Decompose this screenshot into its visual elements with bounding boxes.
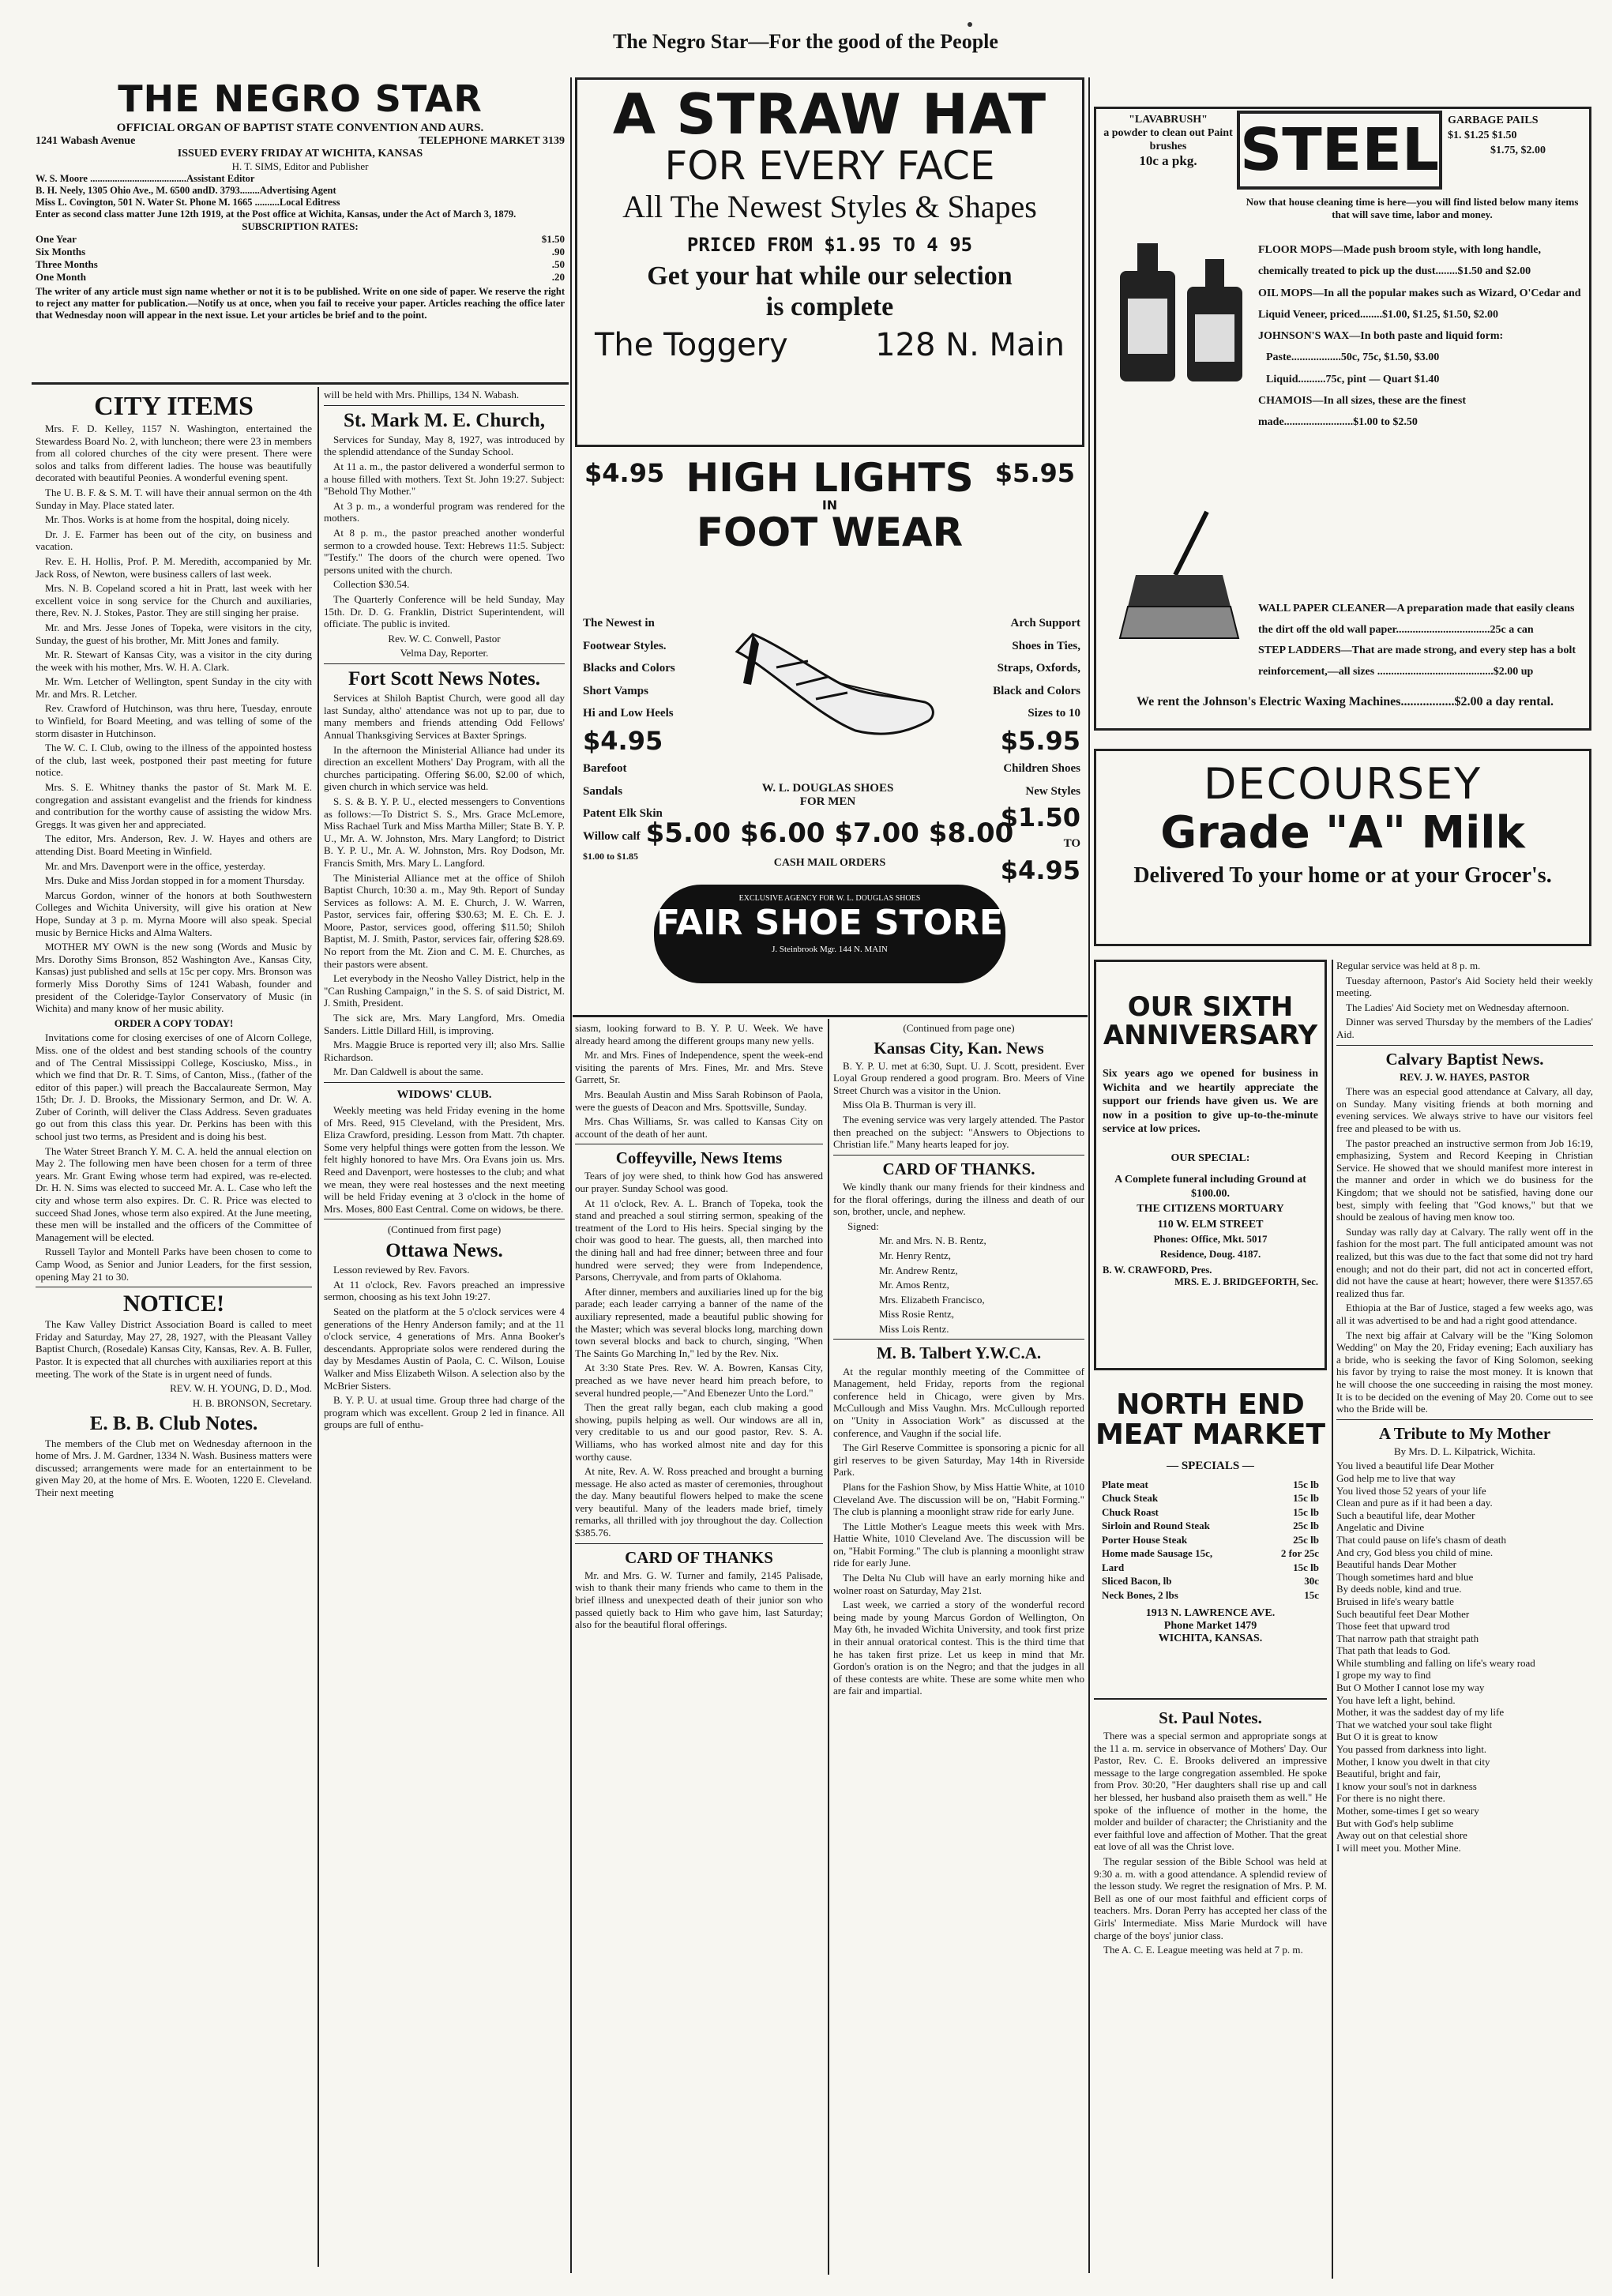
steel-rent: We rent the Johnson's Electric Waxing Machines.................$2.00 a day rental.	[1136, 695, 1554, 708]
rate-row: Three Months .50	[36, 258, 565, 270]
price-tag: $5.95	[1000, 725, 1080, 756]
price-tag: $4.95	[1000, 855, 1080, 885]
poem-line: Mother, some-times I get so weary	[1336, 1805, 1479, 1817]
milk-delivery: Delivered To your home or at your Grocer's.	[1133, 862, 1552, 888]
calvary-heading: Calvary Baptist News.	[1385, 1049, 1544, 1069]
poem-line: Though sometimes hard and blue	[1336, 1570, 1474, 1583]
price-tag: $4.95	[583, 725, 663, 756]
tribute-heading: A Tribute to My Mother	[1378, 1423, 1551, 1443]
news-paragraph: Mr. and Mrs. Davenport were in the office, yesterday.	[45, 859, 266, 872]
signer: Mrs. Elizabeth Francisco,	[879, 1293, 985, 1306]
news-paragraph: Let everybody in the Neosho Valley District, help in the "Can Rushing Campaign," in the S. S. of said District, M. J. Smith, President.	[324, 972, 565, 1009]
meat-market-ad	[1094, 1382, 1327, 1694]
news-paragraph: Dr. J. E. Farmer has been out of the city, on business and vacation.	[36, 528, 312, 553]
meat-item: Sirloin and Round Steak 25c lb	[1102, 1520, 1319, 1532]
meat-item: Porter House Steak 25c lb	[1102, 1533, 1319, 1546]
news-paragraph: At nite, Rev. A. W. Ross preached and brought a burning message. He also acted as master of ceremonies, throughout the day. Many beautiful flowers helped to make the scene very beautiful. Many of the leaders made brief, timely remarks, all thrilled with joy throughout the day. Collection $385.76.	[575, 1465, 823, 1539]
poem-line: That could pause on life's chasm of death	[1336, 1533, 1506, 1546]
running-head: The Negro Star—For the good of the People	[613, 30, 998, 53]
news-paragraph: There was an especial good attendance at Calvary, all day, on Sunday. Many visiting friends at both morning and evening services. We always strive to have our visitors feel free and pleased to be with us.	[1336, 1085, 1593, 1135]
news-paragraph: Mrs. Duke and Miss Jordan stopped in for a moment Thursday.	[45, 874, 305, 887]
news-paragraph: The evening service was very largely attended. The Pastor then preached on the subject: "Answers to Objections to Christian life." Many hearts leaped for joy.	[833, 1114, 1084, 1151]
entered-notice: Enter as second class matter June 12th 1919, at the Post office at Wichita, Kansas, under the Act of March 3, 1879.	[36, 209, 517, 220]
ad-line: Shoes in Ties,	[1012, 639, 1080, 652]
news-paragraph: Mr. and Mrs. G. W. Turner and family, 2145 Palisade, wish to thank their many friends who came to them in the brief illness and unexpected death of their junior son who passed quietly back to Him who gave him, last Saturday; also for the beautiful floral offerings.	[575, 1569, 823, 1631]
news-paragraph: The Little Mother's League meets this week with Mrs. Hattie White, 1010 Cleveland Ave. The discussion will be on, "Habit Forming." The club is planning a moonlight straw ride for early June.	[833, 1520, 1084, 1569]
news-paragraph: At 3 p. m., a wonderful program was rendered for the mothers.	[324, 499, 565, 524]
mortuary-address: 110 W. ELM STREET	[1157, 1218, 1264, 1231]
news-paragraph: Mr. and Mrs. Jesse Jones of Topeka, were visitors in the city, Sunday, the guest of his brother, Mr. Mitt Jones and family.	[36, 621, 312, 646]
price-tag: $5.95	[994, 458, 1075, 488]
store-address: 128 N. Main	[875, 326, 1065, 363]
rate-row: Six Months .90	[36, 246, 565, 257]
news-paragraph: Seated on the platform at the 5 o'clock services were 4 generations of the Henry Anderson family; and at the 11 o'clock service, 4 generations of Mrs. Anna Booker's descendants. Appropriate solos were rendered during the day by Mesdames Austin of Paola, C. C. Wilson, Louise Walker and Miss Elizabeth Wilson. A selection also by the McBrier Sisters.	[324, 1305, 565, 1392]
ad-line: The Newest in	[583, 617, 655, 629]
news-paragraph: At 11 a. m., the pastor delivered a wonderful sermon to a house filled with mothers. Text St. John 19:27. Subject: "Behold Thy Mother."	[324, 460, 565, 498]
news-paragraph: Tuesday afternoon, Pastor's Aid Society held their weekly meeting.	[1336, 974, 1593, 999]
news-paragraph: The regular session of the Bible School was held at 9:30 a. m. with a good attendance. A splendid review of the lesson study. We regret the resignation of Mrs. P. M. Bell as one of our most faithful and efficient corps of teachers. Mrs. Doran Perry has accepted her class of the Girls' Intermediate. Miss Marie Murdock will have charge of the boys' junior class.	[1094, 1855, 1327, 1941]
ebb-heading: E. B. B. Club Notes.	[89, 1413, 258, 1435]
news-paragraph: Mrs. F. D. Kelley, 1157 N. Washington, entertained the Stewardess Board No. 2, with luncheon; there were 23 in members from all colored churches of the city were present. There were solos and talks from different ladies. The house was beautifully decorated with beautiful Peonies. A wonderful evening spent.	[36, 423, 312, 484]
ad-line: Patent Elk Skin	[583, 807, 663, 821]
garbage-prices: $1.75, $2.00	[1490, 144, 1546, 156]
news-paragraph: Rev. Crawford of Hutchinson, was thru here, Tuesday, enroute to Winfield, for Board Meeting, and was telling of some of the storm disaster in Hutchinson.	[36, 702, 312, 739]
ad-line: Willow calf	[583, 829, 641, 843]
column-city-items	[36, 389, 312, 2264]
steel-item: STEP LADDERS—That are made strong, and every step has a bolt reinforcement,—all sizes ..........................................$2.00 up	[1258, 644, 1576, 678]
poem-line: You lived a beautiful life Dear Mother	[1336, 1460, 1494, 1472]
oil-bottles-icon	[1104, 227, 1254, 393]
ad-rule	[573, 1015, 1088, 1017]
column-4	[833, 1022, 1084, 2266]
news-paragraph: Rev. E. H. Hollis, Prof. P. M. Meredith, accompanied by Mr. Jack Ross, of Newton, were business callers of last week.	[36, 554, 312, 580]
news-paragraph: MOTHER MY OWN is the new song (Words and Music by Mrs. Dorothy Sims Bronson, 852 Washington Ave., Kansas City, Kansas) just published and sells at 15c per copy. Mrs. Bronson was formerly Miss Dorothy Sims of 1241 Wabash, founder and president of the Coleridge-Taylor Conservatory of Music (in Wichita) and many know of her music ability.	[36, 941, 312, 1015]
shoe-illustration	[721, 620, 942, 778]
steel-item: JOHNSON'S WAX—In both paste and liquid form:	[1258, 330, 1504, 343]
brush-icon	[1112, 504, 1246, 646]
news-paragraph: The W. C. I. Club, owing to the illness of the appointed hostess of the club, last week, postponed their past meeting for future notice.	[36, 742, 312, 779]
news-paragraph: Mrs. Beaulah Austin and Miss Sarah Robinson of Paola, were the guests of Deacon and Mrs. Spottsville, Sunday.	[575, 1088, 823, 1113]
column-2	[324, 389, 565, 2264]
poem-line: I know your soul's not in darkness	[1336, 1779, 1477, 1792]
order-copy-line: ORDER A COPY TODAY!	[114, 1016, 234, 1029]
agency-text: EXCLUSIVE AGENCY FOR W. L. DOUGLAS SHOES	[738, 894, 921, 903]
douglas-label: W. L. DOUGLAS SHOES	[761, 782, 894, 795]
notice-heading: NOTICE!	[122, 1291, 225, 1317]
special-label: OUR SPECIAL:	[1170, 1152, 1250, 1164]
steel-item: Paste..................50c, 75c, $1.50, $3.00	[1266, 351, 1440, 364]
meat-item: Chuck Roast 15c lb	[1102, 1505, 1319, 1518]
ebb-text: The members of the Club met on Wednesday afternoon in the home of Mrs. J. M. Gardner, 1334 N. Wash. Business matters were discussed; arrangements were made for an entertainment to be given May 20, at the home of Mrs. E. Wooten, 1220 E. Cleveland. Their next meeting	[36, 1437, 312, 1498]
news-paragraph: Plans for the Fashion Show, by Miss Hattie White, at 1010 Cleveland Ave. The discussion will be on, "Habit Forming." The club is planning a moonlight straw ride for early June.	[833, 1480, 1084, 1518]
news-paragraph: Then the great rally began, each club making a good showing, pupils helping as well. Our windows are all in, very creditable to us and our good pastor, Rev. S. A. Williams, who has worked almost nite and day for this worthy cause.	[575, 1401, 823, 1463]
masthead-subtitle: OFFICIAL ORGAN OF BAPTIST STATE CONVENTION AND AURS.	[116, 122, 484, 134]
notice-signer: REV. W. H. YOUNG, D. D., Mod.	[170, 1382, 312, 1395]
ad-line: Children Shoes	[1003, 762, 1080, 776]
news-paragraph: At 8 p. m., the pastor preached another wonderful sermon to a crowded house. Text: Hebrews 11:5. Subject: "Testify." The doors of the church were opened. Two persons united with the church.	[324, 527, 565, 576]
ad-headline: OUR SIXTH	[1127, 991, 1294, 1023]
ad-line: Sizes to 10	[1028, 707, 1080, 720]
poem-line: Such a beautiful life, dear Mother	[1336, 1509, 1475, 1521]
rate-row: One Year $1.50	[36, 233, 565, 245]
ad-headline: FOR EVERY FACE	[664, 142, 995, 189]
news-paragraph: Mrs. Chas Williams, Sr. was called to Kansas City on account of the death of her aunt.	[575, 1115, 823, 1140]
meat-item: Lard 15c lb	[1102, 1561, 1319, 1573]
poem-line: Those feet that upward trod	[1336, 1620, 1450, 1633]
signature: Rev. W. C. Conwell, Pastor	[388, 632, 501, 644]
fair-shoe-store-logo	[654, 885, 1005, 983]
milk-grade: Grade "A" Milk	[1160, 807, 1525, 859]
column-rule	[570, 77, 572, 2273]
poem-line: Beautiful hands Dear Mother	[1336, 1558, 1456, 1571]
news-paragraph: Mr. Dan Caldwell is about the same.	[333, 1065, 483, 1078]
notice-signer: H. B. BRONSON, Secretary.	[192, 1396, 312, 1409]
poem-line: Such beautiful feet Dear Mother	[1336, 1607, 1470, 1620]
ad-line: Blacks and Colors	[583, 662, 675, 675]
lavabrush-text: a powder to clean out Paint brushes	[1103, 126, 1233, 152]
ad-headline-in: IN	[821, 498, 838, 513]
signer: Mr. Henry Rentz,	[879, 1249, 951, 1261]
poem-line: You passed from darkness into light.	[1336, 1743, 1487, 1756]
meat-item: Neck Bones, 2 lbs 15c	[1102, 1588, 1319, 1601]
price-tag: $4.95	[584, 458, 665, 488]
news-paragraph: Last week, we carried a story of the wonderful record being made by young Marcus Gordon of Wellington, On May 6th, he invaded Wichita University, and took first prize in their annual oratorical contest. This is the third time that he has taken first prize. Let us keep in mind that Mr. Gordon's oration is on the Negro; and that the judges in all of these contests are white. These are some white men who are fair and impartial.	[833, 1599, 1084, 1697]
poem-line: That we watched your soul take flight	[1336, 1718, 1493, 1730]
ad-headline: A STRAW HAT	[612, 82, 1047, 147]
news-paragraph: At the regular monthly meeting of the Committee of Management, held Friday, reports from the regional conference held in Chicago, were given by Mrs. McCullough and Miss Vaughn. Mrs. McCullough reported on "Unity in Association Work" as discussed at the conference, and Vaughn if the social life.	[833, 1365, 1084, 1439]
ad-line: New Styles	[1025, 784, 1080, 798]
news-paragraph: Marcus Gordon, winner of the honors at both Southwestern Colleges and Wichita University, will give his oration at New Hope, Sunday at 3 p. m. Myrna Moore will also speak. Special music by Bernice Hicks and Alma Walters.	[36, 889, 312, 938]
ad-headline: NORTH END	[1116, 1388, 1305, 1421]
ywca-heading: M. B. Talbert Y.W.C.A.	[876, 1343, 1042, 1363]
mortuary-ad	[1094, 960, 1327, 1370]
ad-rule	[1094, 1698, 1327, 1700]
coffeyville-heading: Coffeyville, News Items	[615, 1148, 783, 1168]
mortuary-text: Six years ago we opened for business in Wichita and we heartily appreciate the support our friends have given us. We are now in a position to give up-to-the-minute service at low prices.	[1103, 1068, 1318, 1136]
ad-headline: MEAT MARKET	[1095, 1418, 1326, 1451]
poem-line: But O it is great to know	[1336, 1730, 1438, 1743]
poem-line: God help me to live that way	[1336, 1471, 1456, 1484]
ad-line: Arch Support	[1010, 617, 1080, 629]
signer: Miss Rosie Rentz,	[879, 1308, 954, 1321]
poem-line: But with God's help sublime	[1336, 1817, 1454, 1829]
store-sub: J. Steinbrook Mgr. 144 N. MAIN	[772, 944, 888, 954]
masthead-telephone: TELEPHONE MARKET 3139	[419, 135, 565, 147]
news-paragraph: Weekly meeting was held Friday evening in the home of Mrs. Reed, 915 Cleveland, with the President, Mrs. Eliza Crawford, presiding. Lesson from Matt. 7th chapter. Some very helpful things were gotten from the lesson. We felt highly honored to have Mrs. Ora Evans join us. Mrs. Reed and Davenport, were hostesses to the club; and what we mean, they were real hostesses and the next meeting will be held Friday evening at 3 o'clock in the home of Mrs. Moses, 800 East Central. Come on widows, be there.	[324, 1104, 565, 1215]
mortuary-name: THE CITIZENS MORTUARY	[1137, 1203, 1284, 1216]
poem-line: And cry, God bless you child of mine.	[1336, 1546, 1494, 1558]
lavabrush-title: "LAVABRUSH"	[1129, 114, 1208, 126]
news-paragraph: The Water Street Branch Y. M. C. A. held the annual election on May 2. The following men have been chosen for a term of three years. Mr. Grant Ewing whose term had expired, was re-elected. Dr. H. N. Sims was elected to succeed Mr. A. L. Case who left the city and whose term also expires. Dr. C. R. Price was elected to succeed Shad Jones, whose term also expired. At the June meeting, these men will be installed and the officers of the Committee of Management will be elected.	[36, 1144, 312, 1243]
masthead-address: 1241 Wabash Avenue	[36, 135, 136, 147]
garbage-label: GARBAGE PAILS	[1448, 115, 1539, 126]
for-men-label: FOR MEN	[799, 795, 856, 808]
ad-text: Get your hat while our selection	[647, 261, 1013, 291]
mortuary-secretary: MRS. E. J. BRIDGEFORTH, Sec.	[1174, 1276, 1318, 1287]
calvary-pastor: REV. J. W. HAYES, PASTOR	[1400, 1070, 1530, 1083]
news-paragraph: At 3:30 State Pres. Rev. W. A. Bowren, Kansas City, preached as we have never heard him preach before, to several hundred people,—"And Ebenezer Unto the Lord."	[575, 1362, 823, 1399]
poem-line: By deeds noble, kind and true.	[1336, 1583, 1462, 1595]
news-paragraph: Invitations come for closing exercises of one of Alcorn College, Miss. one of the oldest and best standing schools of the country and of The Central Mississippi College, Kosciusko, Miss., in which we find that Dr. R. T. Sims, of Canton, Miss., (father of the editor of this paper.) will preach the Baccalaureate Sermon, May 15th; Dr. J. D. Brooks, the Missionary Sermon, and Dr. W. A. Zuber of Corinth, will deliver the Class Address. Seven graduates go out from this class this year. Dr. Perkins has been with this school just two terms, as President and is doing his best.	[36, 1032, 312, 1143]
city-items-heading: CITY ITEMS	[94, 392, 254, 421]
news-paragraph: After dinner, members and auxiliaries lined up for the big parade; each leader carrying a banner of the name of the auxiliary represented, made a beautiful public showing for the Master; which was several blocks long, marching down town several blocks and back to church, singing, "When The Saints Go Marching In," led by the Rev. Nix.	[575, 1285, 823, 1359]
continued-text: will be held with Mrs. Phillips, 134 N. Wabash.	[324, 389, 520, 400]
st-mark-heading: St. Mark M. E. Church,	[343, 409, 546, 431]
news-paragraph: Mrs. Maggie Bruce is reported very ill; also Mrs. Sallie Richardson.	[324, 1039, 565, 1063]
store-name: FAIR SHOE STORE	[656, 903, 1003, 943]
steel-item: OIL MOPS—In all the popular makes such as Wizard, O'Cedar and Liquid Veneer, priced........$1.00, $1.25, $1.50, $2.00	[1258, 287, 1581, 321]
masthead	[36, 77, 565, 381]
column-rule	[828, 1019, 829, 2275]
news-paragraph: The Quarterly Conference will be held Sunday, May 15th. Dr. D. G. Franklin, District Superintendent, will officiate. The public is invited.	[324, 592, 565, 630]
news-paragraph: Sunday was rally day at Calvary. The rally went off in the fashion for the most part. The full anticipated amount was not realized, but this was due to the fact that some did not try hard enough; and not do their part, did not act in concerted effort, did not have the cause at heart; however, there were $1357.65 realized thus far.	[1336, 1225, 1593, 1299]
rate-row: One Month .20	[36, 271, 565, 283]
ottawa-heading: Ottawa News.	[385, 1239, 503, 1261]
lavabrush-price: 10c a pkg.	[1139, 153, 1197, 169]
news-paragraph: The U. B. F. & S. M. T. will have their annual sermon on the 4th Sunday in May. Place stated later.	[36, 486, 312, 511]
rates-title: SUBSCRIPTION RATES:	[242, 220, 359, 232]
ad-line: Sandals	[583, 784, 623, 798]
poem-line: For there is no night there.	[1336, 1792, 1445, 1805]
staff-line: B. H. Neely, 1305 Ohio Ave., M. 6500 andD. 3793........Advertising Agent	[36, 185, 336, 196]
card-of-thanks-heading: CARD OF THANKS.	[882, 1159, 1035, 1178]
ink-speck	[968, 22, 972, 27]
poem-line: While stumbling and falling on life's weary road	[1336, 1656, 1535, 1669]
poem-line: Beautiful, bright and fair,	[1336, 1768, 1441, 1780]
news-paragraph: The A. C. E. League meeting was held at 7 p. m.	[1103, 1944, 1303, 1956]
steel-hardware-ad	[1094, 107, 1591, 731]
poem-line: Bruised in life's weary battle	[1336, 1595, 1454, 1607]
news-paragraph: Mr. and Mrs. Fines of Independence, spent the week-end visiting the parents of Mrs. Fines, Mr. and Mrs. Steve Garrett, Sr.	[575, 1049, 823, 1086]
news-paragraph: In the afternoon the Ministerial Alliance had under its direction an excellent Mothers' Day Program, with all the churches participating. Offering $6.00, $2.00 of which, given church in which service was held.	[324, 743, 565, 793]
news-paragraph: Services for Sunday, May 8, 1927, was introduced by the splendid attendance of the Sunday School.	[324, 433, 565, 458]
news-paragraph: Mr. Thos. Works is at home from the hospital, doing nicely.	[45, 513, 290, 526]
ad-headline: FOOT WEAR	[696, 509, 964, 555]
poem-line: I grope my way to find	[1336, 1669, 1431, 1682]
ad-text: is complete	[765, 291, 894, 321]
cash-orders: CASH MAIL ORDERS	[773, 857, 886, 869]
news-paragraph: B. Y. P. U. met at 6:30, Supt. U. J. Scott, president. Ever Loyal Group rendered a good program. Bro. Meers of Vine Street Church was a visitor in the Union.	[833, 1059, 1084, 1096]
news-paragraph: Regular service was held at 8 p. m.	[1336, 960, 1481, 971]
poem-line: But O Mother I cannot lose my way	[1336, 1682, 1485, 1694]
news-paragraph: At 11 o'clock, Rev. A. L. Branch of Topeka, took the stand and preached a soul stirring sermon, speaking of the treatment of the Lord to His heirs. Special singing by the choir was good to hear. The guests, all, then marched into the dining hall and had free dinner; between three and four hundred were served; they were from Independence, Parsons, Cherryvale, and from parts of Oklahoma.	[575, 1197, 823, 1283]
garbage-prices: $1. $1.25 $1.50	[1448, 129, 1517, 141]
ad-headline: ANNIVERSARY	[1103, 1019, 1318, 1051]
poem-line: That narrow path that straight path	[1336, 1632, 1479, 1644]
column-rule	[318, 387, 319, 2267]
news-paragraph: Dinner was served Thursday by the members of the Ladies' Aid.	[1336, 1016, 1593, 1040]
column-rule	[1332, 960, 1333, 2279]
milk-brand: DECOURSEY	[1203, 759, 1482, 809]
continued-label: (Continued from page one)	[903, 1022, 1015, 1034]
meat-phone: Phone Market 1479	[1163, 1619, 1257, 1632]
news-paragraph: siasm, looking forward to B. Y. P. U. Week. We have already heard among the different groups many new yells.	[575, 1022, 823, 1047]
st-paul-heading: St. Paul Notes.	[1159, 1708, 1262, 1727]
news-paragraph: Miss Ola B. Thurman is very ill.	[843, 1099, 976, 1111]
steel-logo: STEEL	[1237, 111, 1442, 190]
special-text: A Complete funeral including Ground at $100.00.	[1114, 1173, 1306, 1201]
continued-label: (Continued from first page)	[387, 1223, 502, 1236]
poem-line: That path that leads to God.	[1336, 1644, 1451, 1657]
ad-line: Straps, Oxfords,	[997, 662, 1080, 675]
news-paragraph: The Ministerial Alliance met at the office of Shiloh Baptist Church, 10:30 a. m., May 9th. Report of Sunday Services as follows: A. M. E. Church, J. W. Warren, Pastor, services fair, offering $30.63; M. E. Ch. E. J. Moore, Pastor, services good, offering $11.50; Shiloh Baptist, M. J. Smith, Pastor, services fair, offering $28.69. No report from the Mt. Zion and C. M. E. Churches, as their pastors were absent.	[324, 871, 565, 970]
news-paragraph: At 11 o'clock, Rev. Favors preached an impressive sermon, choosing as his text John 19:27.	[324, 1278, 565, 1303]
ad-subhead: All The Newest Styles & Shapes	[622, 188, 1037, 224]
poem-line: Angelatic and Divine	[1336, 1521, 1425, 1534]
masthead-editor: H. T. SIMS, Editor and Publisher	[231, 160, 369, 172]
news-paragraph: Collection $30.54.	[333, 578, 410, 591]
steel-intro: Now that house cleaning time is here—you will find listed below many items that will save time, labor and money.	[1246, 196, 1579, 220]
mortuary-phones: Phones: Office, Mkt. 5017	[1153, 1233, 1268, 1246]
news-paragraph: Tears of joy were shed, to think how God has answered our prayer. Sunday School was good.	[575, 1170, 823, 1195]
news-paragraph: The pastor preached an instructive sermon from Job 16:19, emphasizing, System and Record Keeping in Christian Service. He showed that we should manifest more interest in the manner and order in which we do business for the Kingdom; that we should not be satisfied, having done our best, simply with feeling that "God knows," but that we should be zealous of having men know too.	[1336, 1137, 1593, 1223]
st-paul-notes	[1094, 1704, 1327, 2273]
mortuary-president: B. W. CRAWFORD, Pres.	[1103, 1264, 1212, 1276]
news-paragraph: Ethiopia at the Bar of Justice, staged a few weeks ago, was all it was advertised to be and had a right good attendance.	[1336, 1302, 1593, 1326]
poem-line: Mother, it was the saddest day of my life	[1336, 1706, 1505, 1719]
ad-line: Short Vamps	[583, 684, 648, 697]
news-paragraph: The Girl Reserve Committee is sponsoring a picnic for all girl reserves to be given Saturday, May 14th in Riverside Park.	[833, 1441, 1084, 1479]
signed-label: Signed:	[847, 1219, 879, 1232]
news-paragraph: The editor, Mrs. Anderson, Rev. J. W. Hayes and others are attending Dist. Board Meeting in Winfield.	[36, 832, 312, 857]
decoursey-milk-ad	[1094, 749, 1591, 946]
meat-city: WICHITA, KANSAS.	[1158, 1632, 1263, 1644]
staff-line: Miss L. Covington, 501 N. Water St. Phone M. 1665 ..........Local Editress	[36, 197, 340, 208]
ad-line: Hi and Low Heels	[583, 707, 674, 720]
ad-headline: HIGH LIGHTS	[686, 458, 974, 501]
column-3	[575, 1022, 823, 2266]
poem-line: You lived those 52 years of your life	[1336, 1484, 1486, 1497]
poem	[1336, 1460, 1593, 1854]
steel-item: WALL PAPER CLEANER—A preparation made that easily cleans the dirt off the old wall paper..................................25c a can	[1258, 603, 1575, 636]
news-paragraph: Mr. Wm. Letcher of Wellington, spent Sunday in the city with Mr. and Mrs. R. Letcher.	[36, 675, 312, 700]
ad-line: Footwear Styles.	[583, 639, 667, 652]
straw-hat-ad	[575, 77, 1084, 447]
news-paragraph: The sick are, Mrs. Mary Langford, Mrs. Omedia Sanders. Little Dillard Hill, is improving.	[324, 1012, 565, 1036]
news-paragraph: Services at Shiloh Baptist Church, were good all day last Sunday, altho' attendance was not up to par, due to many members and friends attending Odd Fellows' Annual Thanksgiving Services at Baxter Springs.	[324, 692, 565, 741]
column-rule	[1088, 77, 1090, 2273]
news-paragraph: The next big affair at Calvary will be the "King Solomon Wedding" on May the 20, Friday evening; Each auxiliary has a bride, who is seeking the favor of King Solomon, seeking his favor by trying to raise the most money. It is known that he will choose the one succeeding in raising the most money. It is to be decided on the evening of May 20. Come out to see who the Bride will be.	[1336, 1328, 1593, 1415]
kansas-city-heading: Kansas City, Kan. News	[874, 1038, 1044, 1058]
poem-line: You have left a light, behind.	[1336, 1693, 1456, 1706]
card-of-thanks-heading: CARD OF THANKS	[625, 1547, 773, 1567]
meat-address: 1913 N. LAWRENCE AVE.	[1145, 1606, 1276, 1619]
meat-item: Chuck Steak 15c lb	[1102, 1492, 1319, 1505]
poem-line: I will meet you. Mother Mine.	[1336, 1841, 1461, 1854]
men-prices: $5.00 $6.00 $7.00 $8.00	[645, 817, 1014, 849]
ad-line: Black and Colors	[993, 684, 1080, 697]
news-paragraph: Mr. R. Stewart of Kansas City, was a visitor in the city during the week with his mother, Mrs. W. H. A. Clark.	[36, 648, 312, 673]
steel-item: CHAMOIS—In all sizes, these are the finest made.........................$1.00 to $2.50	[1258, 395, 1466, 429]
tribute-byline: By Mrs. D. L. Kilpatrick, Wichita.	[1393, 1445, 1536, 1457]
shoe-ad	[575, 458, 1084, 1019]
news-paragraph: Mrs. S. E. Whitney thanks the pastor of St. Mark M. E. congregation and assistant evangelist and the friends for kindness and contribution for the worthy cause of assisting the widow Mrs. Greggs. It was given her and appreciated.	[36, 781, 312, 830]
signature: Velma Day, Reporter.	[400, 647, 489, 659]
column-6	[1336, 960, 1593, 2271]
ad-line: $1.00 to $1.85	[583, 851, 638, 862]
widows-heading: WIDOWS' CLUB.	[396, 1088, 492, 1101]
signer: Mr. Andrew Rentz,	[879, 1264, 958, 1276]
poem-line: Mother, I know you dwelt in that city	[1336, 1755, 1490, 1768]
ad-line: Barefoot	[583, 762, 627, 776]
staff-line: W. S. Moore .......................................Assistant Editor	[36, 173, 255, 184]
signer: Mr. Amos Rentz,	[879, 1279, 949, 1291]
fort-scott-heading: Fort Scott News Notes.	[348, 667, 540, 690]
news-paragraph: The Ladies' Aid Society met on Wednesday afternoon.	[1346, 1001, 1569, 1013]
meat-item: Sliced Bacon, lb 30c	[1102, 1575, 1319, 1588]
masthead-rule	[32, 382, 569, 385]
news-paragraph: B. Y. P. U. at usual time. Group three had charge of the program which was excellent. Group 2 led in finance. All groups are full of enthu-	[324, 1394, 565, 1431]
steel-item: Liquid..........75c, pint — Quart $1.40	[1266, 373, 1440, 385]
poem-line: Clean and pure as if it had been a day.	[1336, 1497, 1493, 1509]
news-paragraph: The Delta Nu Club will have an early morning hike and wolner roast on Saturday, May 21st.	[833, 1572, 1084, 1596]
poem-line: Away out on that celestial shore	[1336, 1829, 1467, 1842]
steel-item: FLOOR MOPS—Made push broom style, with long handle, chemically treated to pick up the dust........$1.50 and $2.00	[1258, 244, 1541, 278]
masthead-issued: ISSUED EVERY FRIDAY AT WICHITA, KANSAS	[177, 148, 423, 160]
news-paragraph: Mrs. N. B. Copeland scored a hit in Pratt, last week with her excellent voice in song service for the Church and auxiliaries, there, Rev. N. J. Stokes, Pastor. They are still singing her praise.	[36, 582, 312, 619]
news-paragraph: Russell Taylor and Montell Parks have been chosen to come to Camp Wood, as Senior and Junior Leaders, for the first session, opening May 21 to 30.	[36, 1246, 312, 1283]
notice-text: The Kaw Valley District Association Board is called to meet Friday and Saturday, May 27, 28, 1927, with the Pleasant Valley Baptist Church, (Rosedale) Kansas City, Kansas, Rev. A. B. Fuller, Pastor. It is expected that all churches with auxiliaries report at this meeting. The work of the State is in urgent need of funds.	[36, 1318, 312, 1380]
writer-notice: The writer of any article must sign name whether or not it is to be published. Write on one side of paper. We reserve the right to reject any matter for publication.—Notify us at once, when you fail to receive your paper. Articles reaching the office later that Wednesday noon will appear in the next issue. Let your articles be brief and to the point.	[36, 286, 565, 321]
ad-line: TO	[1063, 837, 1080, 851]
signer: Miss Lois Rentz.	[879, 1322, 949, 1335]
news-paragraph: S. S. & B. Y. P. U., elected messengers to Conventions as follows:—To District S. S., Mrs. Grace McLemore, Miss Rachael Turk and Miss Martha Miller; State B. Y. P. U., Mr. A. W. Johnston, Mrs. Mary Langford; to District B. Y. P. U., Mr. A. W. Johnston, Mrs. Roy Dodson, Mr. Francis Smith, Mrs. Mary L. Langford.	[324, 795, 565, 869]
meat-item: Home made Sausage 15c, 2 for 25c	[1102, 1547, 1319, 1560]
news-paragraph: We kindly thank our many friends for their kindness and for the floral offerings, during the illness and death of our son, brother, uncle, and nephew.	[833, 1180, 1084, 1218]
price-tag: $1.50	[1000, 802, 1080, 833]
ad-price: PRICED FROM $1.95 TO 4 95	[686, 233, 973, 256]
store-name: The Toggery	[595, 326, 788, 363]
masthead-title: THE NEGRO STAR	[118, 77, 483, 120]
news-paragraph: Lesson reviewed by Rev. Favors.	[333, 1264, 470, 1276]
meat-item: Plate meat 15c lb	[1102, 1478, 1319, 1490]
news-paragraph: There was a special sermon and appropriate songs at the 11 a. m. service in observance of Mothers' Day. Our Pastor, Rev. C. E. Brooks delivered an impressive message to the large congregation assembled. He spoke from Prov. 30:20, "Her daughters shall rise up and call her blessed, her husband also praiseth them as well." He spoke of the influence of mother in the home, the molder and builder of character; the Christianity and the ever faithful love and affection of Mother. That the great eat love of all was the Christ love.	[1094, 1730, 1327, 1853]
mortuary-residence: Residence, Doug. 4187.	[1159, 1247, 1261, 1260]
signer: Mr. and Mrs. N. B. Rentz,	[879, 1234, 986, 1247]
specials-label: — SPECIALS —	[1167, 1459, 1254, 1472]
